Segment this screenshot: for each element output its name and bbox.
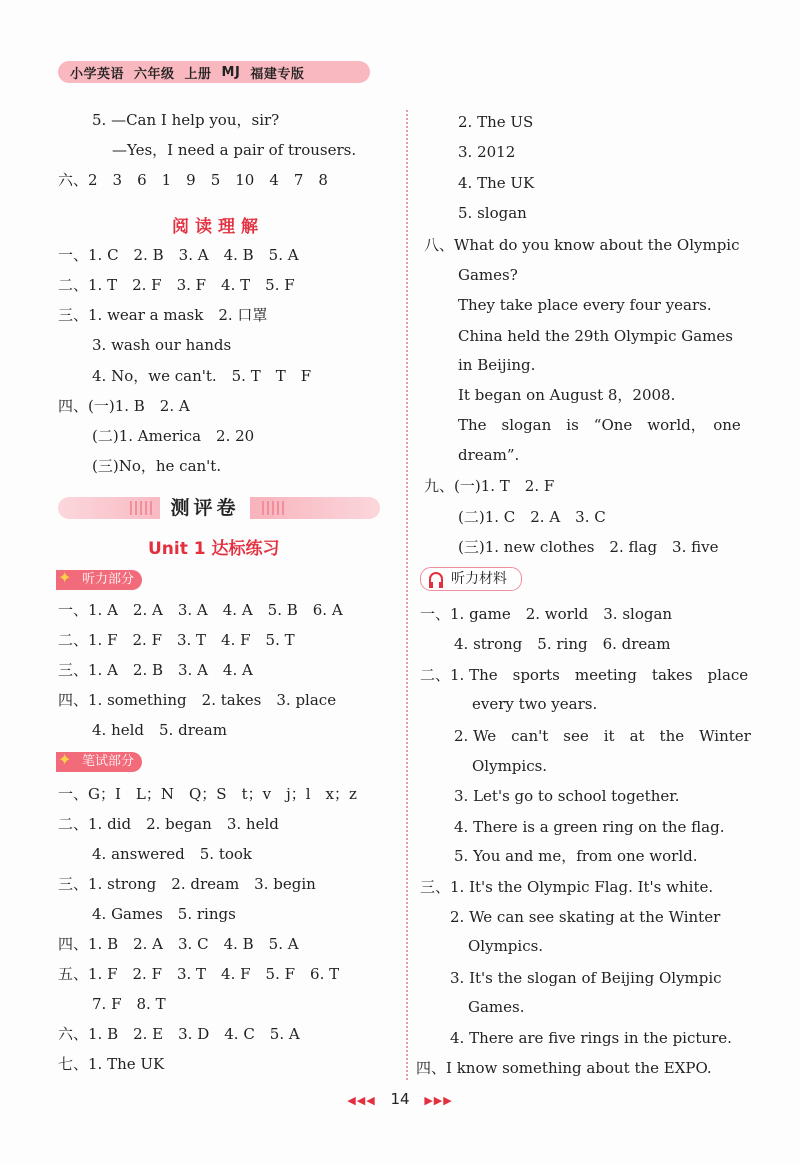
answer-line: 三、1. A 2. B 3. A 4. A <box>58 661 253 679</box>
banner-stripes-right <box>262 501 286 515</box>
answer-line: 一、1. A 2. A 3. A 4. A 5. B 6. A <box>58 601 343 619</box>
header-subject: 小学英语 <box>70 66 125 82</box>
answer-line: —Yes，I need a pair of trousers. <box>112 141 357 159</box>
answer-line: 3. Let's go to school together. <box>454 787 680 805</box>
answer-line: 三、1. strong 2. dream 3. begin <box>58 875 316 893</box>
answer-line: 4. Games 5. rings <box>92 905 236 923</box>
answer-line: 二、1. The sports meeting takes place <box>420 666 749 684</box>
written-tag-label: 笔试部分 <box>82 754 135 769</box>
answer-line: 3. It's the slogan of Beijing Olympic <box>450 969 722 987</box>
answer-line: 2. We can see skating at the Winter <box>450 908 721 926</box>
answer-line: 7. F 8. T <box>92 995 166 1013</box>
star-icon: ✦ <box>58 750 72 769</box>
answer-line: 四、1. something 2. takes 3. place <box>58 691 337 709</box>
answer-line: 一、G；I L；N Q；S t；v j；l x；z <box>58 785 357 803</box>
answer-line: 二、1. did 2. began 3. held <box>58 815 279 833</box>
answer-line: 一、1. C 2. B 3. A 4. B 5. A <box>58 246 299 264</box>
answer-line: (三)No，he can't. <box>92 457 222 475</box>
written-tag <box>56 752 142 772</box>
answer-line: in Beijing. <box>458 356 536 374</box>
star-icon: ✦ <box>58 568 72 587</box>
answer-line: Games. <box>468 998 525 1016</box>
banner-stripes-left <box>130 501 154 515</box>
answer-line: Olympics. <box>472 757 548 775</box>
answer-line: dream”. <box>458 446 520 464</box>
header-volume: 上册 <box>184 66 212 82</box>
answer-line: 4. There are five rings in the picture. <box>450 1029 732 1047</box>
headphones-icon <box>429 572 443 584</box>
listening-tag-label: 听力部分 <box>82 572 135 587</box>
answer-line: 七、1. The UK <box>58 1055 165 1073</box>
answer-line: every two years. <box>472 695 598 713</box>
assessment-banner-title: 测评卷 <box>160 496 250 520</box>
answer-line: 4. There is a green ring on the flag. <box>454 818 725 836</box>
header-grade: 六年级 <box>134 66 175 82</box>
answer-line: (二)1. C 2. A 3. C <box>458 508 606 526</box>
answer-line: 三、1. wear a mask 2. 口罩 <box>58 306 268 324</box>
answer-line: 二、1. F 2. F 3. T 4. F 5. T <box>58 631 295 649</box>
answer-line: 四、I know something about the EXPO. <box>416 1059 712 1077</box>
answer-line: 4. strong 5. ring 6. dream <box>454 635 671 653</box>
answer-line: 5. You and me，from one world. <box>454 847 698 865</box>
answer-line: Olympics. <box>468 937 544 955</box>
answer-line: 九、(一)1. T 2. F <box>424 477 555 495</box>
book-header <box>58 61 370 83</box>
answer-line: 二、1. T 2. F 3. F 4. T 5. F <box>58 276 295 294</box>
right-arrows-icon: ▶▶▶ <box>424 1094 453 1107</box>
answer-line: 一、1. game 2. world 3. slogan <box>420 605 673 623</box>
answer-line: 2. We can't see it at the Winter <box>454 727 751 745</box>
answer-line: 4. The UK <box>458 174 535 192</box>
answer-line: 六、1. B 2. E 3. D 4. C 5. A <box>58 1025 300 1043</box>
answer-line: (三)1. new clothes 2. flag 3. five <box>458 538 719 556</box>
page-footer <box>0 1090 800 1108</box>
answer-line: 3. 2012 <box>458 143 516 161</box>
answer-line: 4. answered 5. took <box>92 845 253 863</box>
answer-line: 六、2 3 6 1 9 5 10 4 7 8 <box>58 171 328 189</box>
listening-material-tag <box>420 567 522 591</box>
answer-line: They take place every four years. <box>458 296 712 314</box>
section-title-reading: 阅读理解 <box>172 217 264 237</box>
unit-title: Unit 1 达标练习 <box>148 539 280 559</box>
left-arrows-icon: ◀◀◀ <box>347 1094 376 1107</box>
answer-line: 四、(一)1. B 2. A <box>58 397 190 415</box>
answer-line: China held the 29th Olympic Games <box>458 327 733 345</box>
answer-line: 八、What do you know about the Olympic <box>424 236 740 254</box>
answer-line: 三、1. It's the Olympic Flag. It's white. <box>420 878 714 896</box>
answer-line: 2. The US <box>458 113 534 131</box>
answer-line: 5. slogan <box>458 204 527 222</box>
listening-material-label: 听力材料 <box>451 571 507 587</box>
answer-line: Games? <box>458 266 518 284</box>
answer-line: 3. wash our hands <box>92 336 232 354</box>
listening-tag <box>56 570 142 590</box>
answer-line: The slogan is “One world， one <box>458 416 741 434</box>
column-divider <box>406 110 408 1080</box>
answer-line: 5. —Can I help you，sir? <box>92 111 280 129</box>
answer-line: 4. held 5. dream <box>92 721 227 739</box>
header-region: 福建专版 <box>250 66 305 82</box>
answer-line: It began on August 8，2008. <box>458 386 676 404</box>
answer-line: 五、1. F 2. F 3. T 4. F 5. F 6. T <box>58 965 340 983</box>
header-edition: MJ <box>221 64 241 80</box>
page-number: 14 <box>390 1090 410 1108</box>
answer-line: 四、1. B 2. A 3. C 4. B 5. A <box>58 935 299 953</box>
answer-line: (二)1. America 2. 20 <box>92 427 255 445</box>
answer-line: 4. No，we can't. 5. T T F <box>92 367 312 385</box>
